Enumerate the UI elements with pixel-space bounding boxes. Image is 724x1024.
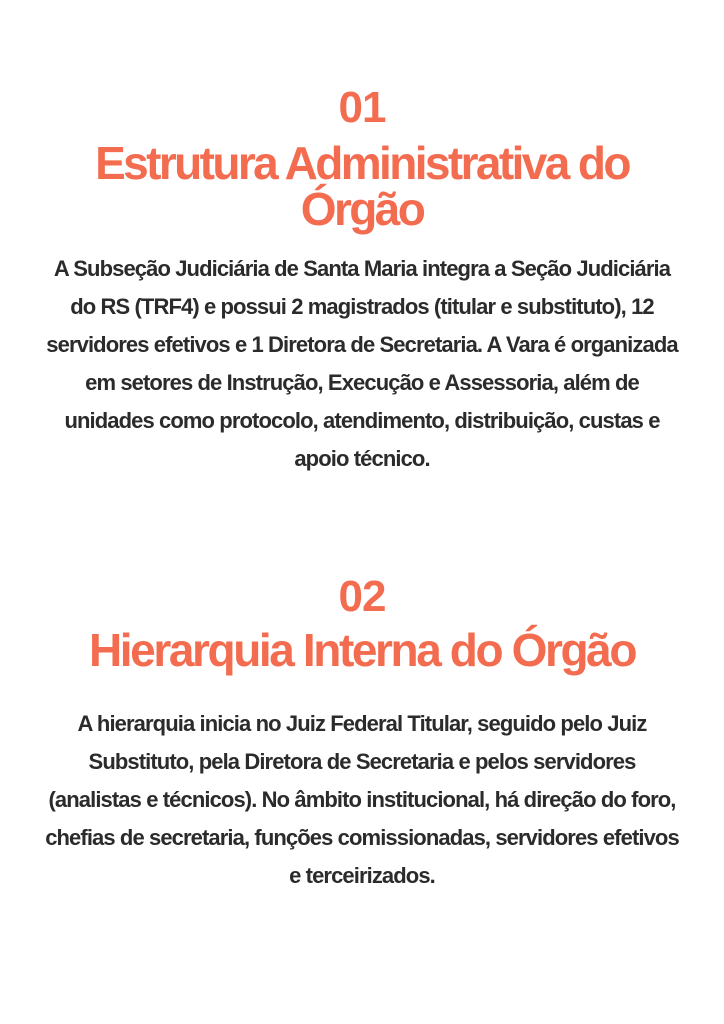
section-number: 01 xyxy=(338,83,386,132)
section-hierarchy xyxy=(0,572,724,895)
section-structure xyxy=(0,83,724,478)
section-title: Estrutura Administrativa do Órgão xyxy=(95,137,629,235)
section-number: 02 xyxy=(338,572,386,621)
section-body: A hierarquia inicia no Juiz Federal Titular, seguido pelo Juiz Substituto, pela Diretora de Secretaria e pelos servidores (analistas e técnicos). No âmbito institucional, há direção do foro, chefias de secretaria, funções comissionadas, servidores efetivos e terceirizados. xyxy=(45,711,679,888)
section-body: A Subseção Judiciária de Santa Maria integra a Seção Judiciária do RS (TRF4) e possui 2 magistrados (titular e substituto), 12 servidores efetivos e 1 Diretora de Secretaria. A Vara é organizada em setores de Instrução, Execução e Assessoria, além de unidades como protocolo, atendimento, distribuição, custas e apoio técnico. xyxy=(46,256,678,471)
section-title: Hierarquia Interna do Órgão xyxy=(88,624,636,676)
